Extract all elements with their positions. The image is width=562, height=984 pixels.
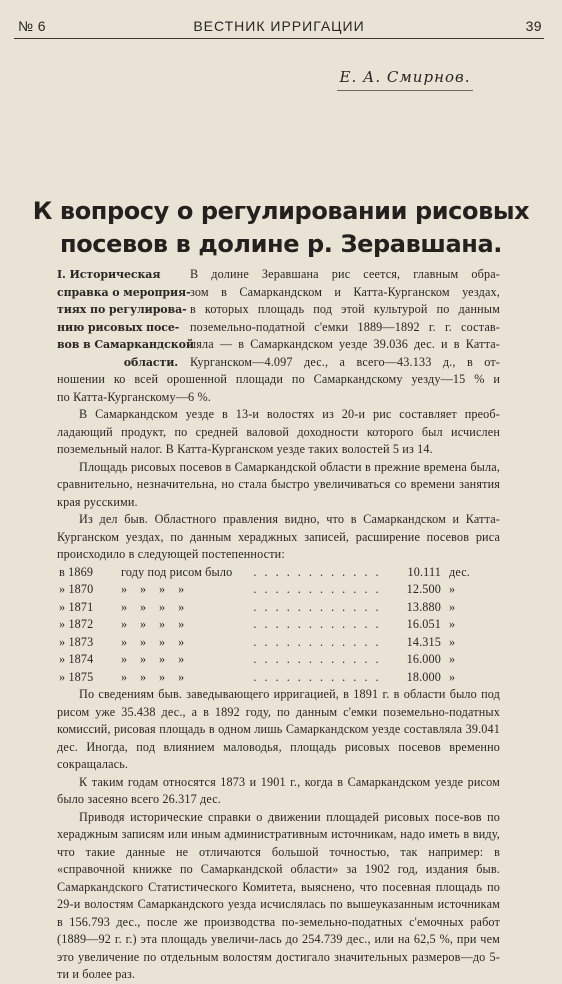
table-row (59, 564, 470, 582)
value-cell: 12.500 (406, 582, 441, 596)
paragraph-2: В Самаркандском уезде в 13-и волостях из 20-и рис составляет преоб-ладающий продукт, по средней валовой доходности которого был исчислен поземельный налог. В Катта-Курганском уезде таких волостей 5 из 14. (57, 407, 500, 456)
value-cell: 13.880 (406, 599, 441, 614)
text-line: в которых площадь под этой культурой по данным (190, 302, 500, 316)
sidehead-line: вов в Самаркандской (57, 338, 194, 351)
article-title (0, 195, 562, 261)
title-line-1: К вопросу о регулировании рисовых (32, 197, 530, 225)
title-line-2: посевов в долине р. Зеравшана. (60, 230, 502, 258)
sidehead-line: тиях по регулирова- (57, 303, 187, 316)
section-sidehead (57, 266, 194, 371)
sidehead-line: нию рисовых посе- (57, 320, 180, 334)
unit-cell: дес. (449, 564, 470, 579)
sidehead-line: I. Историческая (57, 268, 161, 281)
text-line: ношении ко всей орошенной площади по Самаркандскому уезду—15 % и (57, 372, 500, 386)
value-cell: 10.111 (407, 564, 441, 579)
text-line: ляла — в Самаркандском уезде 39.036 дес. и в Катта- (190, 337, 500, 351)
table-row (59, 651, 470, 669)
leader-dots: . . . . . . . . . . . . (253, 617, 381, 631)
label-cell: » » » » (121, 599, 185, 614)
leader-dots: . . . . . . . . . . . . (253, 634, 381, 649)
issue-number: № 6 (18, 18, 46, 34)
sidehead-line: области. (123, 355, 178, 369)
text-line: поземельно-податной с'емки 1889—1892 г. г. состав- (190, 319, 500, 334)
leader-dots: . . . . . . . . . . . . (253, 652, 381, 666)
journal-title: ВЕСТНИК ИРРИГАЦИИ (193, 18, 365, 34)
paragraph-3: Площадь рисовых посевов в Самаркандской области в прежние времена была, сравнительно, незначительна, но стала быстро увеличиваться со времени занятия края русскими. (57, 459, 500, 509)
sidehead-line: справка о мероприя- (57, 285, 191, 299)
leader-dots: . . . . . . . . . . . . (253, 669, 381, 684)
year-cell: » 1875 (59, 669, 94, 684)
table-row (59, 616, 470, 634)
value-cell: 18.000 (406, 669, 441, 684)
paragraph-7: Приводя исторические справки о движении площадей рисовых посе-вов по хераджным записям или иным административным источникам, надо иметь в виду, что такие данные не отличаются большой точностью, так например: в «справочной книжке по Самаркандской области» за 1902 год, издания быв. Самаркандского Статистического Комитета, выяснено, что посевная площадь по 29-и волостям Самаркандского уезда исчислялась по вышеуказанным источникам в 156.793 дес., после же производства по-земельно-податных с'емочных работ (1889—92 г. г.) эта площадь увеличи-лась до 254.739 дес., или на 62,5 %, при чем это увеличение по отдельным волостям достигало значительных размеров—до 5-ти и более раз. (57, 809, 500, 981)
table-row (59, 634, 470, 652)
text-line: Курганском—4.097 дес., а всего—43.133 д., в от- (190, 354, 500, 369)
rice-area-table (59, 564, 470, 687)
label-cell: » » » » (121, 634, 185, 649)
paragraph-4: Из дел быв. Областного правления видно, что в Самаркандском и Катта-Курганском уездах, по данным хераджных записей, расширение посевов риса происходило в следующей постепенности: (57, 512, 500, 561)
year-cell: » 1870 (59, 582, 94, 596)
table-row (59, 599, 470, 617)
label-cell: году под рисом было (121, 564, 233, 579)
value-cell: 16.051 (406, 617, 441, 631)
value-cell: 16.000 (406, 652, 441, 666)
label-cell: » » » » (121, 652, 185, 666)
year-cell: » 1873 (59, 634, 94, 649)
unit-cell: » (449, 617, 456, 631)
page-number: 39 (525, 18, 542, 34)
article-body (57, 266, 500, 984)
leader-dots: . . . . . . . . . . . . (253, 582, 381, 596)
year-cell: в 1869 (59, 564, 94, 579)
text-line: зом в Самаркандском и Катта-Курганском уездах, (190, 284, 500, 299)
label-cell: » » » » (121, 669, 185, 684)
author-name: Е. А. Смирнов. (337, 68, 473, 91)
text-line: В долине Зеравшана рис сеется, главным обра- (190, 267, 500, 281)
paragraph-6: К таким годам относятся 1873 и 1901 г., когда в Самаркандском уезде рисом было засеяно всего 26.317 дес. (57, 774, 500, 806)
paragraph-5: По сведениям быв. заведывающего ирригацией, в 1891 г. в области было под рисом уже 35.438 дес., а в 1892 году, по данным с'емки поземельно-податных комиссий, рисовая площадь в одном лишь Самаркандском уезде составляла 39.041 дес. Иногда, под влиянием маловодья, площадь рисовых посевов временно сокращалась. (57, 687, 500, 771)
year-cell: » 1872 (59, 617, 94, 631)
value-cell: 14.315 (406, 634, 441, 649)
unit-cell: » (449, 634, 456, 649)
unit-cell: » (449, 652, 456, 666)
leader-dots: . . . . . . . . . . . . (253, 564, 381, 579)
leader-dots: . . . . . . . . . . . . (253, 599, 381, 614)
unit-cell: » (449, 582, 456, 596)
year-cell: » 1874 (59, 652, 94, 666)
year-cell: » 1871 (59, 599, 94, 614)
text-line: по Катта-Курганскому—6 %. (57, 389, 211, 404)
label-cell: » » » » (121, 582, 185, 596)
unit-cell: » (449, 669, 456, 684)
label-cell: » » » » (121, 617, 185, 631)
table-row (59, 581, 470, 599)
page-header (14, 14, 544, 39)
unit-cell: » (449, 599, 456, 614)
table-row (59, 669, 470, 687)
